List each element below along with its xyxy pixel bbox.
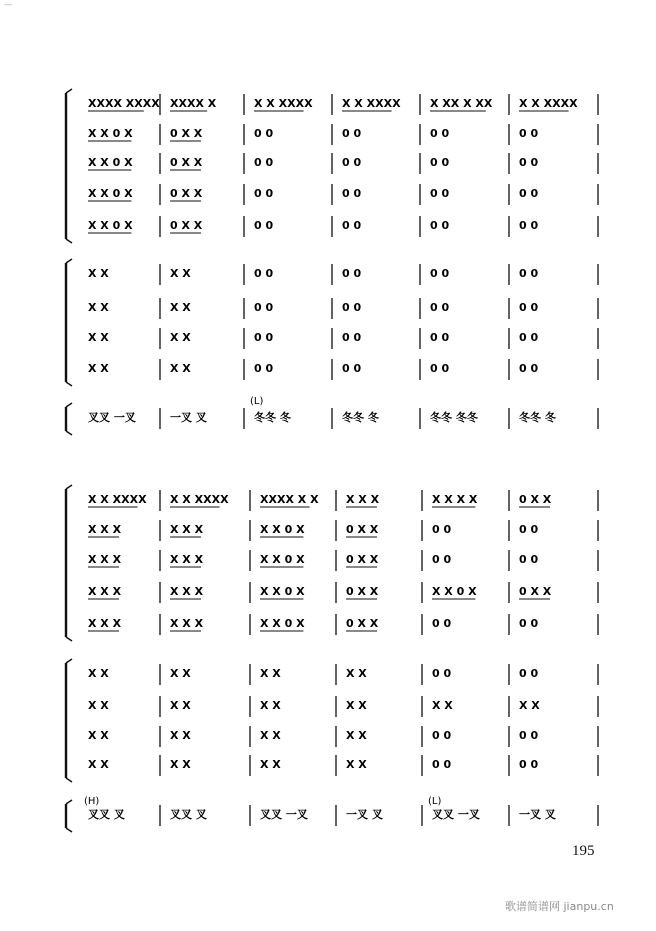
- measure-cell: 0 0: [254, 301, 274, 314]
- measure-cell: 0 0: [342, 156, 362, 169]
- measure-cell: X X X: [170, 617, 204, 630]
- measure-cell: 0 0: [432, 729, 452, 742]
- measure-cell: 0 0: [432, 553, 452, 566]
- measure-cell: X X X: [88, 617, 122, 630]
- bracket-hook-bottom: [66, 828, 72, 832]
- measure-cell: X X: [170, 362, 191, 375]
- measure-cell: 冬冬 冬冬: [430, 411, 478, 424]
- measure-cell: X X: [432, 699, 453, 712]
- measure-cell: 叉叉 一叉: [432, 808, 480, 821]
- measure-cell: 叉叉 叉: [170, 808, 207, 821]
- measure-cell: 0 0: [342, 267, 362, 280]
- measure-cell: 0 0: [519, 362, 539, 375]
- measure-cell: X X: [170, 699, 191, 712]
- watermark: 歌谱简谱网 jianpu.cn: [505, 900, 614, 913]
- measure-cell: 0 0: [342, 187, 362, 200]
- measure-cell: 0 0: [519, 331, 539, 344]
- measure-cell: 0 0: [519, 301, 539, 314]
- bracket-hook-top: [66, 485, 72, 489]
- measure-cell: 0 0: [519, 156, 539, 169]
- measure-cell: 0 0: [254, 187, 274, 200]
- measure-cell: 0 0: [430, 362, 450, 375]
- measure-cell: X X: [170, 331, 191, 344]
- measure-cell: X X: [88, 699, 109, 712]
- measure-cell: X X: [88, 362, 109, 375]
- measure-cell: 0 0: [254, 219, 274, 232]
- measure-cell: 0 X X: [346, 553, 379, 566]
- bracket-hook-top: [66, 659, 72, 663]
- measure-cell: X X X: [170, 553, 204, 566]
- measure-cell: X X 0 X: [88, 187, 133, 200]
- measure-cell: 0 0: [342, 362, 362, 375]
- measure-cell: X X 0 X: [432, 585, 477, 598]
- measure-cell: X X 0 X: [88, 127, 133, 140]
- measure-cell: 0 0: [432, 617, 452, 630]
- measure-cell: X X: [260, 699, 281, 712]
- measure-cell: 冬冬 冬: [519, 411, 556, 424]
- bracket-hook-bottom: [66, 382, 72, 386]
- measure-cell: XXXX X: [170, 97, 217, 110]
- measure-cell: 0 0: [342, 127, 362, 140]
- measure-cell: X X X X: [432, 493, 478, 506]
- measure-cell: X X XXXX: [342, 97, 401, 110]
- measure-cell: 叉叉 一叉: [260, 808, 308, 821]
- dynamic-marking: (L): [250, 396, 264, 407]
- measure-cell: 一叉 叉: [346, 808, 383, 821]
- measure-cell: 冬冬 冬: [342, 411, 379, 424]
- measure-cell: 冬冬 冬: [254, 411, 291, 424]
- measure-cell: 0 0: [519, 187, 539, 200]
- measure-cell: 0 0: [519, 127, 539, 140]
- bracket-hook-top: [66, 259, 72, 263]
- measure-cell: X X: [88, 301, 109, 314]
- measure-cell: 0 X X: [519, 493, 552, 506]
- measure-cell: 0 0: [430, 301, 450, 314]
- measure-cell: X X: [260, 729, 281, 742]
- measure-cell: 0 0: [519, 219, 539, 232]
- bracket-hook-top: [66, 89, 72, 93]
- measure-cell: 0 0: [342, 301, 362, 314]
- measure-cell: 0 0: [519, 553, 539, 566]
- measure-cell: X X: [170, 267, 191, 280]
- bracket-hook-top: [66, 403, 72, 407]
- corner-mark: —: [4, 0, 13, 10]
- measure-cell: 0 0: [432, 523, 452, 536]
- measure-cell: 0 X X: [346, 617, 379, 630]
- measure-cell: X X 0 X: [260, 523, 305, 536]
- bracket-hook-bottom: [66, 778, 72, 782]
- measure-cell: X X: [260, 758, 281, 771]
- measure-cell: 0 0: [519, 523, 539, 536]
- measure-cell: X X: [346, 758, 367, 771]
- measure-cell: 0 0: [254, 362, 274, 375]
- measure-cell: 0 0: [254, 127, 274, 140]
- measure-cell: 0 0: [342, 219, 362, 232]
- measure-cell: 一叉 叉: [519, 808, 556, 821]
- bracket-hook-bottom: [66, 637, 72, 641]
- measure-cell: 叉叉 叉: [88, 808, 125, 821]
- measure-cell: X X: [170, 729, 191, 742]
- measure-cell: X X X: [170, 585, 204, 598]
- measure-cell: 0 X X: [170, 127, 203, 140]
- measure-cell: 0 X X: [346, 585, 379, 598]
- measure-cell: 0 0: [519, 667, 539, 680]
- bracket-hook-bottom: [66, 431, 72, 435]
- measure-cell: X X 0 X: [260, 585, 305, 598]
- measure-cell: X X X: [170, 523, 204, 536]
- measure-cell: X X: [346, 667, 367, 680]
- measure-cell: X X: [170, 301, 191, 314]
- measure-cell: X X 0 X: [88, 219, 133, 232]
- measure-cell: X X XXXX: [170, 493, 229, 506]
- measure-cell: 0 X X: [519, 585, 552, 598]
- measure-cell: 0 0: [430, 219, 450, 232]
- measure-cell: 叉叉 一叉: [88, 411, 136, 424]
- measure-cell: 0 0: [430, 156, 450, 169]
- measure-cell: X X X: [346, 493, 380, 506]
- measure-cell: 0 0: [432, 758, 452, 771]
- measure-cell: X X: [88, 267, 109, 280]
- page-number: 195: [572, 843, 595, 859]
- measure-cell: X X X: [88, 523, 122, 536]
- measure-cell: 0 0: [430, 187, 450, 200]
- measure-cell: X X 0 X: [260, 553, 305, 566]
- measure-cell: X X XXXX: [88, 493, 147, 506]
- measure-cell: 0 X X: [170, 156, 203, 169]
- measure-cell: X X 0 X: [88, 156, 133, 169]
- measure-cell: X X: [88, 729, 109, 742]
- measure-cell: 0 0: [519, 617, 539, 630]
- measure-cell: X X: [260, 667, 281, 680]
- measure-cell: 0 0: [519, 758, 539, 771]
- measure-cell: XXXX XXXX: [88, 97, 160, 110]
- measure-cell: 0 0: [519, 729, 539, 742]
- measure-cell: 0 X X: [346, 523, 379, 536]
- measure-cell: X X: [88, 758, 109, 771]
- measure-cell: 0 0: [254, 331, 274, 344]
- measure-cell: 0 0: [519, 267, 539, 280]
- measure-cell: X X: [346, 699, 367, 712]
- measure-cell: 0 0: [430, 331, 450, 344]
- measure-cell: X X: [170, 758, 191, 771]
- measure-cell: 0 0: [432, 667, 452, 680]
- dynamic-marking: (L): [428, 796, 442, 807]
- measure-cell: X X XXXX: [254, 97, 313, 110]
- measure-cell: X X: [88, 331, 109, 344]
- measure-cell: X XX X XX: [430, 97, 493, 110]
- measure-cell: X X: [346, 729, 367, 742]
- measure-cell: 一叉 叉: [170, 411, 207, 424]
- measure-cell: X X XXXX: [519, 97, 578, 110]
- measure-cell: X X: [170, 667, 191, 680]
- measure-cell: 0 X X: [170, 219, 203, 232]
- measure-cell: XXXX X X: [260, 493, 319, 506]
- dynamic-marking: (H): [84, 796, 100, 807]
- measure-cell: 0 0: [430, 127, 450, 140]
- measure-cell: X X X: [88, 585, 122, 598]
- measure-cell: 0 0: [430, 267, 450, 280]
- bracket-hook-top: [66, 800, 72, 804]
- measure-cell: X X 0 X: [260, 617, 305, 630]
- measure-cell: 0 0: [254, 156, 274, 169]
- measure-cell: X X: [88, 667, 109, 680]
- bracket-hook-bottom: [66, 239, 72, 243]
- measure-cell: X X X: [88, 553, 122, 566]
- measure-cell: 0 0: [342, 331, 362, 344]
- measure-cell: 0 0: [254, 267, 274, 280]
- measure-cell: 0 X X: [170, 187, 203, 200]
- measure-cell: X X: [519, 699, 540, 712]
